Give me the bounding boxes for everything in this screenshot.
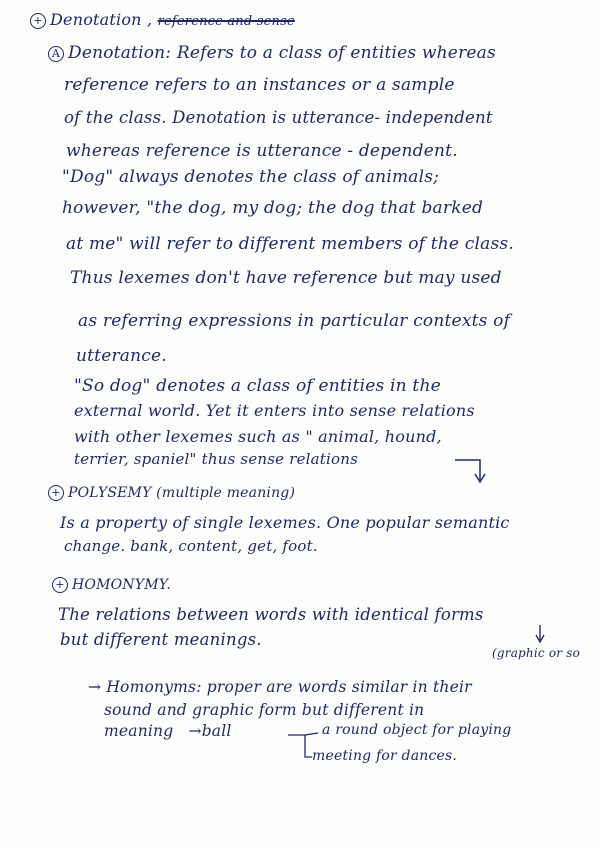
section-heading-denotation: [30, 10, 295, 29]
down-arrow-icon: [455, 460, 480, 480]
text-line: reference refers to an instances or a sample: [64, 75, 455, 95]
heading-text: Denotation ,: [50, 10, 153, 29]
text-line: however, "the dog, my dog; the dog that barked: [62, 198, 484, 218]
text-line: of the class. Denotation is utterance- independent: [64, 108, 493, 127]
meaning-line: a round object for playing: [322, 722, 512, 738]
text-line: Thus lexemes don't have reference but may used: [70, 268, 502, 288]
line-text: Homonyms: proper are words similar in their: [106, 678, 472, 696]
text-line: [104, 722, 232, 740]
plus-bullet-icon: +: [52, 577, 68, 593]
text-line: "So dog" denotes a class of entities in the: [74, 376, 441, 396]
section-heading-homonymy: [52, 577, 171, 593]
plus-bullet-icon: +: [30, 13, 46, 29]
struck-out-text: reference and sense: [157, 14, 295, 29]
branch-arrow-icon: [288, 735, 312, 757]
line-text: Denotation: Refers to a class of entities whereas: [68, 43, 496, 63]
text-line: whereas reference is utterance - dependent.: [66, 141, 458, 161]
text-line: [88, 678, 472, 696]
text-line: but different meanings.: [60, 630, 262, 649]
text-line: terrier, spaniel" thus sense relations: [74, 450, 359, 468]
text-line: Is a property of single lexemes. One popular semantic: [60, 513, 510, 532]
example-word: ball: [201, 722, 232, 740]
text-line: with other lexemes such as " animal, hound,: [74, 427, 442, 446]
text-line: external world. Yet it enters into sense relations: [74, 401, 475, 420]
line-text: meaning: [104, 722, 174, 740]
arrow-icon: →: [188, 722, 202, 740]
text-line: change. bank, content, get, foot.: [64, 537, 318, 555]
side-note: (graphic or so: [492, 646, 580, 660]
text-line: sound and graphic form but different in: [104, 701, 425, 719]
meaning-line: meeting for dances.: [312, 748, 458, 764]
text-line: The relations between words with identical forms: [58, 605, 484, 624]
text-line: [48, 43, 496, 63]
arrow-icon: →: [88, 678, 102, 696]
heading-text: POLYSEMY (multiple meaning): [68, 485, 296, 501]
heading-text: HOMONYMY.: [72, 577, 172, 593]
text-line: "Dog" always denotes the class of animals;: [62, 167, 440, 187]
a-bullet-icon: A: [48, 46, 64, 62]
text-line: utterance.: [76, 346, 167, 366]
section-heading-polysemy: [48, 485, 295, 501]
text-line: at me" will refer to different members of the class.: [66, 234, 514, 254]
plus-bullet-icon: +: [48, 485, 64, 501]
text-line: as referring expressions in particular contexts of: [78, 311, 511, 331]
